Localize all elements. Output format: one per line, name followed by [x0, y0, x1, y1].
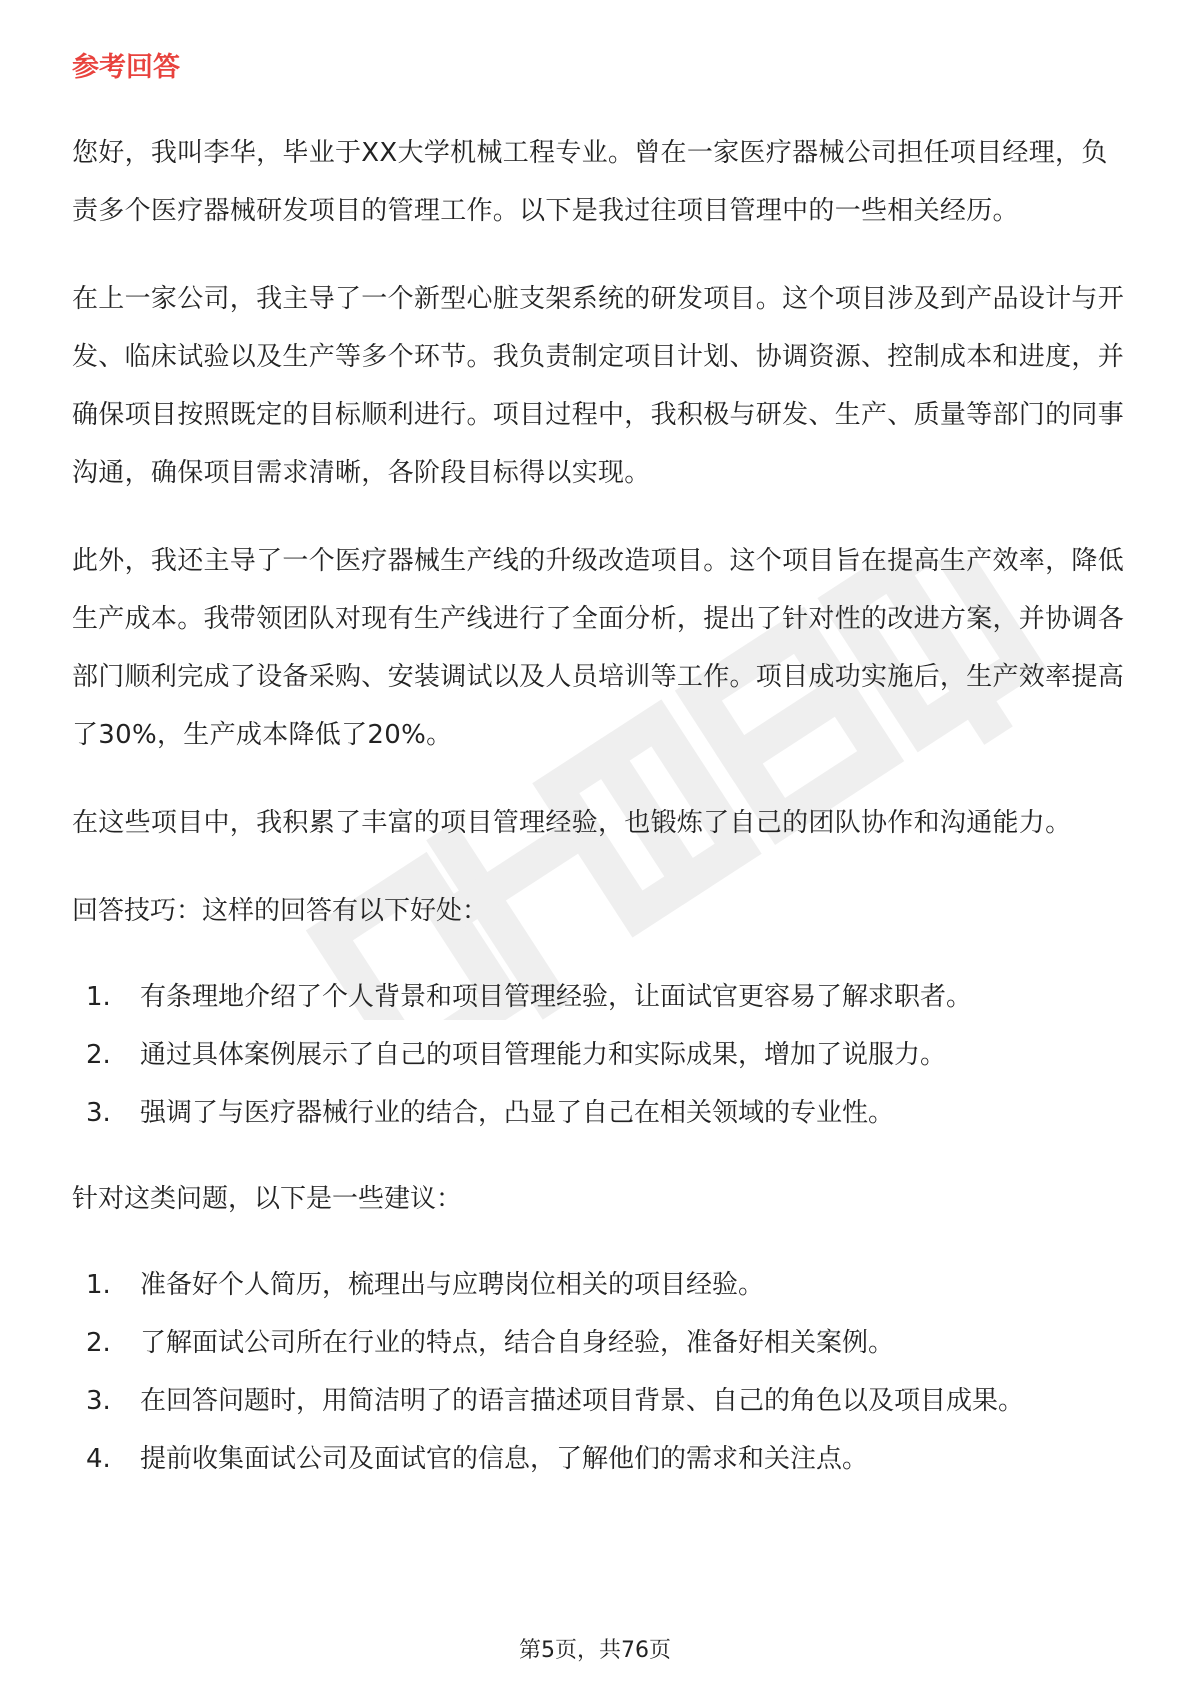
list-item-number: 3.: [86, 1098, 111, 1128]
list-item-number: 1.: [86, 1270, 111, 1300]
advice-list: [72, 1256, 1132, 1488]
list-item-text: 了解面试公司所在行业的特点，结合自身经验，准备好相关案例。: [140, 1328, 895, 1358]
tips-title: 回答技巧：这样的回答有以下好处：: [72, 896, 489, 926]
list-item: [72, 1026, 1132, 1084]
main-content: [72, 48, 1132, 1516]
list-item-number: 4.: [86, 1444, 111, 1474]
list-item-text: 在回答问题时，用简洁明了的语言描述项目背景、自己的角色以及项目成果。: [140, 1386, 1025, 1416]
page-number-footer: 第5页，共76页: [519, 1638, 671, 1663]
list-item-text: 提前收集面试公司及面试官的信息，了解他们的需求和关注点。: [140, 1444, 869, 1474]
paragraph-intro: 您好，我叫李华，毕业于XX大学机械工程专业。曾在一家医疗器械公司担任项目经理，负责多个医疗器械研发项目的管理工作。以下是我过往项目管理中的一些相关经历。: [72, 138, 1108, 226]
list-item: [72, 968, 1132, 1026]
list-item-number: 2.: [86, 1040, 111, 1070]
paragraph-summary: 在这些项目中，我积累了丰富的项目管理经验，也锻炼了自己的团队协作和沟通能力。: [72, 808, 1072, 838]
list-item: [72, 1256, 1132, 1314]
list-item: [72, 1372, 1132, 1430]
list-item-number: 2.: [86, 1328, 111, 1358]
paragraph-project-two: 此外，我还主导了一个医疗器械生产线的升级改造项目。这个项目旨在提高生产效率，降低生产成本。我带领团队对现有生产线进行了全面分析，提出了针对性的改进方案，并协调各部门顺利完成了设备采购、安装调试以及人员培训等工作。项目成功实施后，生产效率提高了30%，生产成本降低了20%。: [72, 546, 1125, 750]
list-item-number: 1.: [86, 982, 111, 1012]
list-item: [72, 1314, 1132, 1372]
list-item-text: 有条理地介绍了个人背景和项目管理经验，让面试官更容易了解求职者。: [140, 982, 973, 1012]
list-item: [72, 1084, 1132, 1142]
advice-title: 针对这类问题，以下是一些建议：: [72, 1184, 463, 1214]
list-item-text: 通过具体案例展示了自己的项目管理能力和实际成果，增加了说服力。: [140, 1040, 947, 1070]
section-heading: 参考回答: [72, 52, 180, 83]
list-item-text: 强调了与医疗器械行业的结合，凸显了自己在相关领域的专业性。: [140, 1098, 895, 1128]
list-item-text: 准备好个人简历，梳理出与应聘岗位相关的项目经验。: [140, 1270, 765, 1300]
list-item-number: 3.: [86, 1386, 111, 1416]
tips-list: [72, 968, 1132, 1142]
list-item: [72, 1430, 1132, 1488]
paragraph-project-one: 在上一家公司，我主导了一个新型心脏支架系统的研发项目。这个项目涉及到产品设计与开发、临床试验以及生产等多个环节。我负责制定项目计划、协调资源、控制成本和进度，并确保项目按照既定的目标顺利进行。项目过程中，我积极与研发、生产、质量等部门的同事沟通，确保项目需求清晰，各阶段目标得以实现。: [72, 284, 1125, 488]
